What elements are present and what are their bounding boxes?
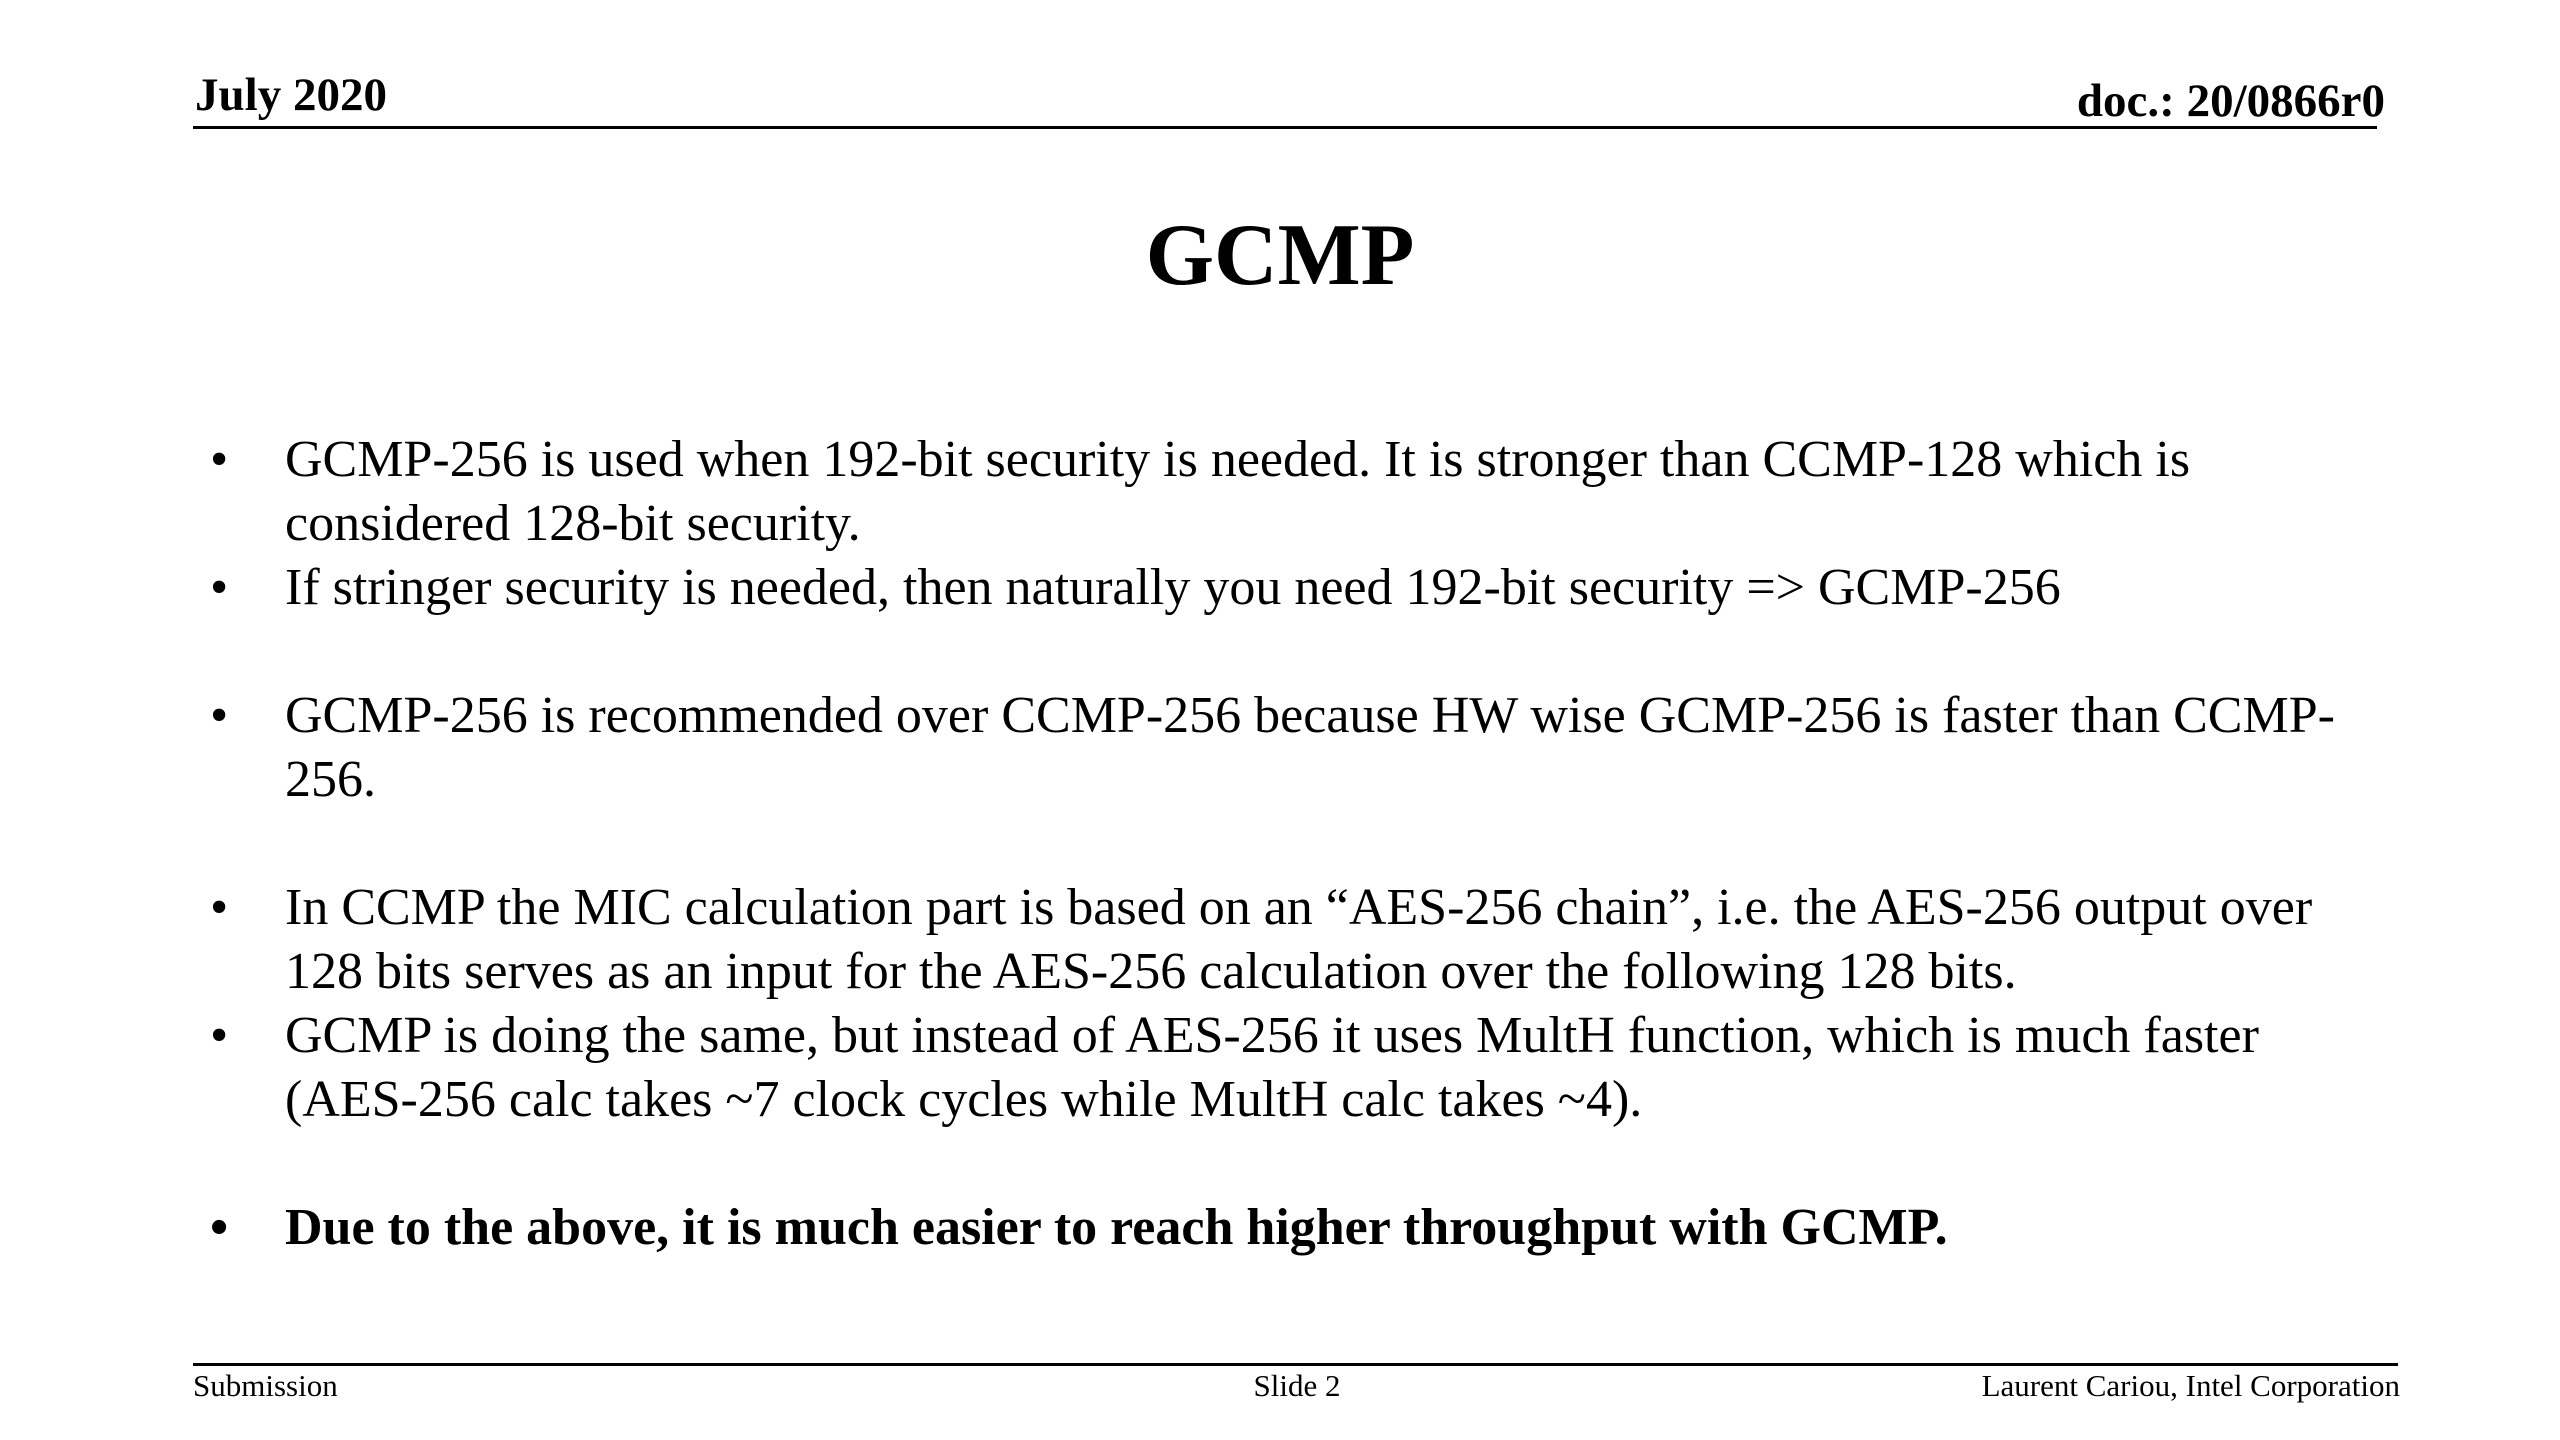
footer-slide-number: Slide 2 [1253, 1368, 1341, 1403]
bullet-marker: • [210, 1199, 229, 1256]
bullet-item [200, 684, 2360, 812]
header-date: July 2020 [195, 69, 387, 121]
bullet-item [200, 428, 2360, 556]
bullet-item-conclusion [200, 1196, 2360, 1260]
header-doc-number: doc.: 20/0866r0 [2076, 75, 2385, 127]
bullet-text: If stringer security is needed, then naturally you need 192-bit security => GCMP-256 [285, 559, 2061, 616]
footer-submission: Submission [193, 1368, 338, 1403]
bullet-marker: • [210, 1007, 229, 1064]
footer-divider [193, 1363, 2398, 1366]
header-divider [193, 126, 2377, 129]
bullet-text: GCMP-256 is used when 192-bit security is needed. It is stronger than CCMP-128 which is considered 128-bit security. [285, 431, 2191, 552]
footer-author: Laurent Cariou, Intel Corporation [1981, 1368, 2400, 1403]
bullet-text: Due to the above, it is much easier to reach higher throughput with GCMP. [285, 1199, 1948, 1256]
bullet-marker: • [210, 687, 229, 744]
slide-title: GCMP [1145, 207, 1415, 304]
bullet-text: GCMP is doing the same, but instead of AES-256 it uses MultH function, which is much faster (AES-256 calc takes ~7 clock cycles while MultH calc takes ~4). [285, 1007, 2259, 1128]
bullet-list [200, 428, 2360, 1260]
bullet-marker: • [210, 879, 229, 936]
bullet-item [200, 556, 2360, 620]
bullet-item [200, 876, 2360, 1004]
bullet-item [200, 1004, 2360, 1132]
bullet-marker: • [210, 431, 229, 488]
bullet-marker: • [210, 559, 229, 616]
bullet-text: GCMP-256 is recommended over CCMP-256 because HW wise GCMP-256 is faster than CCMP-256. [285, 687, 2335, 808]
bullet-text: In CCMP the MIC calculation part is based on an “AES-256 chain”, i.e. the AES-256 output over 128 bits serves as an input for the AES-256 calculation over the following 128 bits. [285, 879, 2313, 1000]
